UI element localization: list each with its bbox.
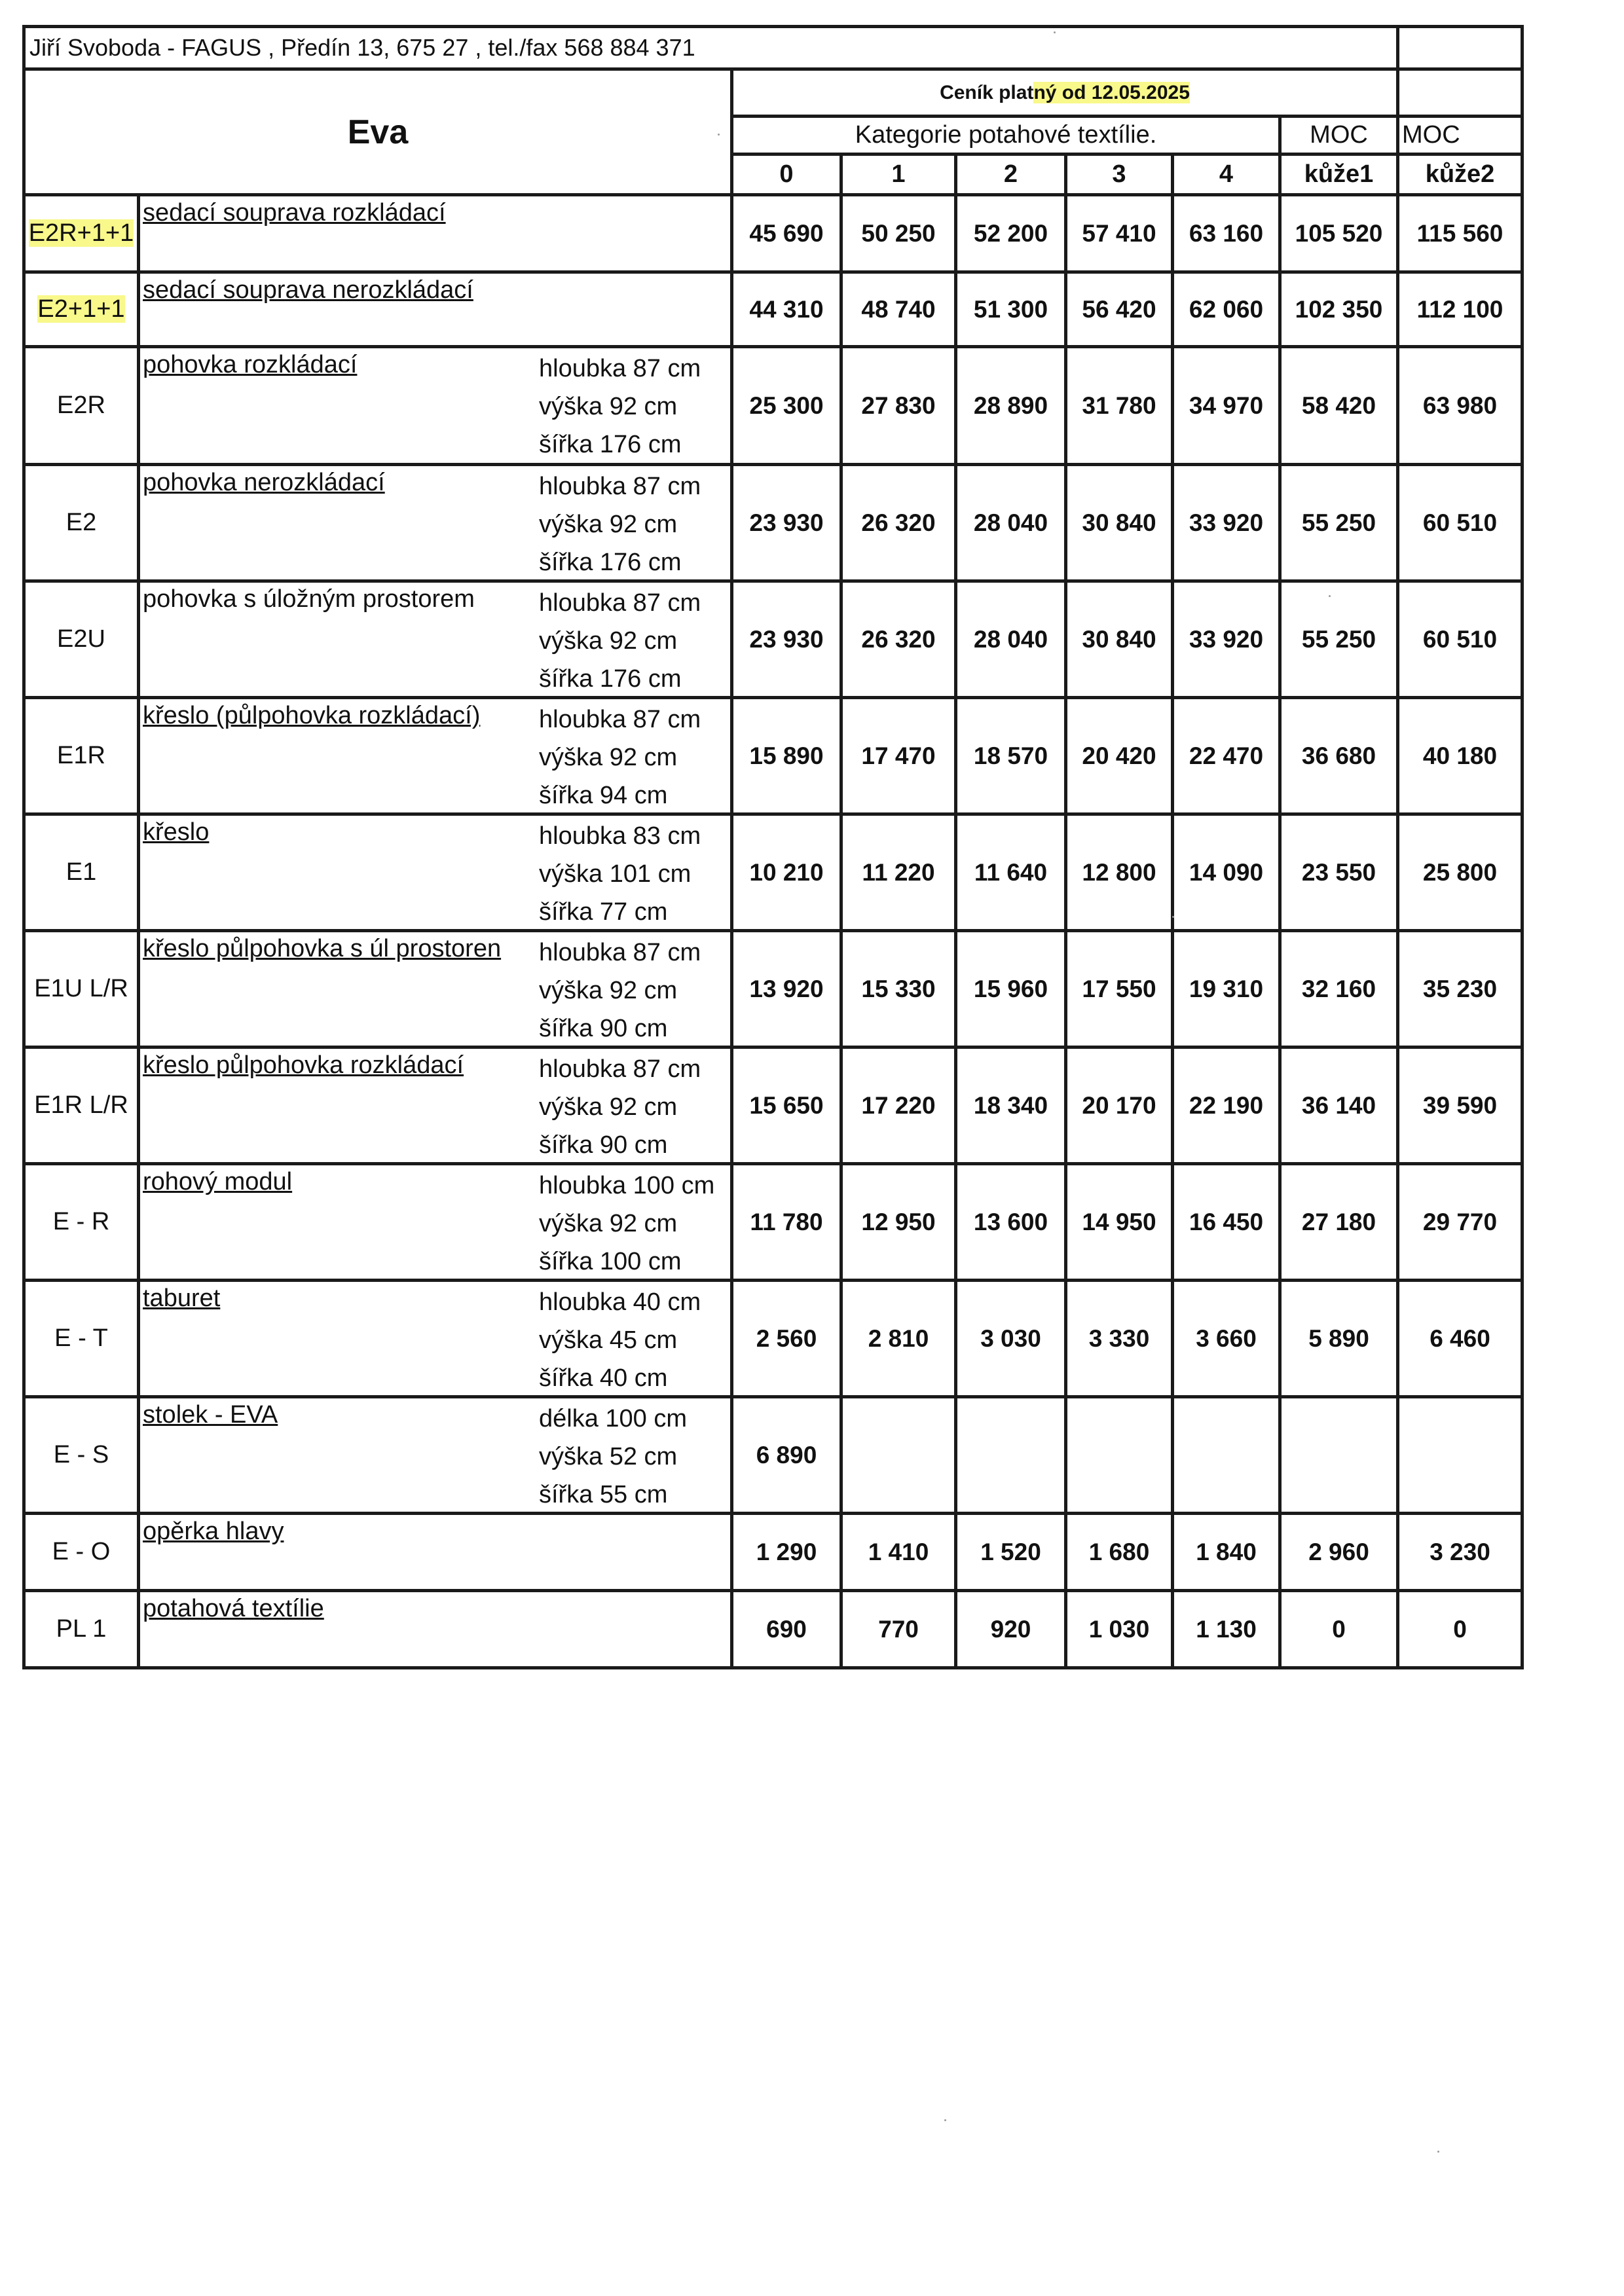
price-cell: 10 210 bbox=[732, 814, 841, 931]
price-cell: 55 250 bbox=[1280, 581, 1398, 698]
price-cell: 36 680 bbox=[1280, 698, 1398, 814]
company-header-blank-cell bbox=[1398, 27, 1522, 69]
product-code-cell bbox=[24, 1397, 139, 1514]
price-cell: 28 890 bbox=[956, 347, 1066, 465]
dimension-line: výška 92 cm bbox=[539, 1210, 678, 1237]
dimension-line: šířka 55 cm bbox=[539, 1481, 668, 1508]
price-cell: 6 460 bbox=[1398, 1281, 1522, 1397]
price-cell: 13 920 bbox=[732, 931, 841, 1048]
price-cell: 3 230 bbox=[1398, 1514, 1522, 1591]
table-row bbox=[24, 1164, 1522, 1281]
dimension-line: šířka 77 cm bbox=[539, 898, 668, 926]
product-code-cell bbox=[24, 272, 139, 347]
price-cell: 115 560 bbox=[1398, 195, 1522, 272]
price-cell: 1 520 bbox=[956, 1514, 1066, 1591]
product-code-cell bbox=[24, 581, 139, 698]
dimension-line: hloubka 87 cm bbox=[539, 473, 701, 500]
price-cell: 35 230 bbox=[1398, 931, 1522, 1048]
product-name: rohový modul bbox=[143, 1168, 293, 1195]
price-cell: 19 310 bbox=[1173, 931, 1280, 1048]
price-cell: 3 660 bbox=[1173, 1281, 1280, 1397]
product-description-cell bbox=[139, 272, 732, 347]
table-row bbox=[24, 1048, 1522, 1164]
price-cell: 14 090 bbox=[1173, 814, 1280, 931]
price-cell: 26 320 bbox=[841, 465, 956, 581]
product-name: sedací souprava rozkládací bbox=[143, 199, 446, 227]
product-description-cell bbox=[139, 1164, 732, 1281]
product-code: E2R bbox=[57, 391, 105, 419]
price-cell: 15 960 bbox=[956, 931, 1066, 1048]
dimension-line: výška 92 cm bbox=[539, 393, 678, 420]
price-cell: 50 250 bbox=[841, 195, 956, 272]
price-cell: 31 780 bbox=[1066, 347, 1173, 465]
dimension-line: šířka 176 cm bbox=[539, 665, 682, 693]
price-cell: 30 840 bbox=[1066, 465, 1173, 581]
price-cell: 5 890 bbox=[1280, 1281, 1398, 1397]
price-cell bbox=[1398, 1397, 1522, 1514]
dimension-line: šířka 90 cm bbox=[539, 1015, 668, 1042]
price-cell: 17 220 bbox=[841, 1048, 956, 1164]
price-cell: 48 740 bbox=[841, 272, 956, 347]
price-cell: 2 560 bbox=[732, 1281, 841, 1397]
product-description-cell bbox=[139, 931, 732, 1048]
product-name: křeslo bbox=[143, 818, 210, 846]
table-row bbox=[24, 581, 1522, 698]
column-header-1: 1 bbox=[841, 155, 956, 195]
price-cell: 1 680 bbox=[1066, 1514, 1173, 1591]
price-cell: 12 800 bbox=[1066, 814, 1173, 931]
dimension-line: výška 92 cm bbox=[539, 744, 678, 771]
scan-speck bbox=[1054, 31, 1056, 33]
table-row bbox=[24, 195, 1522, 272]
price-cell: 36 140 bbox=[1280, 1048, 1398, 1164]
moc-label-2: MOC bbox=[1398, 117, 1522, 155]
price-cell bbox=[1173, 1397, 1280, 1514]
price-cell: 63 980 bbox=[1398, 347, 1522, 465]
price-cell: 22 190 bbox=[1173, 1048, 1280, 1164]
product-name: taburet bbox=[143, 1285, 221, 1312]
product-dimensions bbox=[539, 467, 701, 581]
product-code-cell bbox=[24, 465, 139, 581]
price-cell: 60 510 bbox=[1398, 581, 1522, 698]
table-row bbox=[24, 1591, 1522, 1668]
product-code: E1U L/R bbox=[34, 974, 128, 1002]
product-dimensions bbox=[539, 584, 701, 698]
product-name: opěrka hlavy bbox=[143, 1518, 284, 1545]
dimension-line: hloubka 87 cm bbox=[539, 355, 701, 382]
price-cell: 11 220 bbox=[841, 814, 956, 931]
dimension-line: délka 100 cm bbox=[539, 1405, 688, 1432]
product-dimensions bbox=[539, 1167, 714, 1281]
product-code: E2 bbox=[65, 508, 97, 536]
price-cell: 32 160 bbox=[1280, 931, 1398, 1048]
price-cell: 1 130 bbox=[1173, 1591, 1280, 1668]
price-cell: 1 290 bbox=[732, 1514, 841, 1591]
price-cell: 27 830 bbox=[841, 347, 956, 465]
price-cell: 23 930 bbox=[732, 465, 841, 581]
scan-speck bbox=[1437, 2151, 1439, 2153]
product-name: křeslo půlpohovka rozkládací bbox=[143, 1051, 464, 1079]
price-cell: 44 310 bbox=[732, 272, 841, 347]
product-name: pohovka rozkládací bbox=[143, 351, 358, 378]
price-table bbox=[22, 25, 1524, 1669]
table-row bbox=[24, 347, 1522, 465]
product-code: E1 bbox=[65, 858, 97, 886]
product-description-cell bbox=[139, 1048, 732, 1164]
dimension-line: hloubka 87 cm bbox=[539, 706, 701, 733]
scan-speck bbox=[1329, 595, 1331, 597]
column-header-6: kůže2 bbox=[1398, 155, 1522, 195]
product-name: křeslo (půlpohovka rozkládací) bbox=[143, 702, 481, 729]
dimension-line: výška 52 cm bbox=[539, 1443, 678, 1470]
price-cell: 112 100 bbox=[1398, 272, 1522, 347]
price-cell: 13 600 bbox=[956, 1164, 1066, 1281]
price-cell bbox=[956, 1397, 1066, 1514]
scan-speck bbox=[944, 2119, 946, 2121]
product-dimensions bbox=[539, 701, 701, 814]
product-code-cell bbox=[24, 1164, 139, 1281]
price-cell: 3 330 bbox=[1066, 1281, 1173, 1397]
price-cell: 33 920 bbox=[1173, 465, 1280, 581]
price-cell: 20 170 bbox=[1066, 1048, 1173, 1164]
price-cell: 30 840 bbox=[1066, 581, 1173, 698]
price-cell: 17 470 bbox=[841, 698, 956, 814]
price-cell: 1 030 bbox=[1066, 1591, 1173, 1668]
price-cell: 920 bbox=[956, 1591, 1066, 1668]
dimension-line: šířka 94 cm bbox=[539, 782, 668, 809]
category-label: Kategorie potahové textílie. bbox=[855, 121, 1157, 149]
price-cell: 15 330 bbox=[841, 931, 956, 1048]
product-code-cell bbox=[24, 1281, 139, 1397]
scan-speck bbox=[1172, 916, 1174, 918]
price-cell: 55 250 bbox=[1280, 465, 1398, 581]
product-code: E - S bbox=[53, 1440, 109, 1468]
dimension-line: šířka 40 cm bbox=[539, 1364, 668, 1392]
dimension-line: hloubka 87 cm bbox=[539, 589, 701, 617]
price-cell: 62 060 bbox=[1173, 272, 1280, 347]
price-cell bbox=[841, 1397, 956, 1514]
price-cell: 51 300 bbox=[956, 272, 1066, 347]
price-cell: 29 770 bbox=[1398, 1164, 1522, 1281]
price-list-validity-date: ný od 12.05.2025 bbox=[1033, 81, 1190, 103]
product-name: křeslo půlpohovka s úl prostoren bbox=[143, 935, 502, 962]
price-cell: 102 350 bbox=[1280, 272, 1398, 347]
model-title: Eva bbox=[24, 69, 732, 195]
price-cell: 40 180 bbox=[1398, 698, 1522, 814]
product-code-cell bbox=[24, 698, 139, 814]
dimension-line: šířka 176 cm bbox=[539, 549, 682, 576]
product-code-cell bbox=[24, 195, 139, 272]
price-cell: 14 950 bbox=[1066, 1164, 1173, 1281]
product-code: E - O bbox=[52, 1537, 111, 1565]
dimension-line: výška 45 cm bbox=[539, 1326, 678, 1354]
dimension-line: hloubka 83 cm bbox=[539, 822, 701, 850]
price-cell: 26 320 bbox=[841, 581, 956, 698]
product-description-cell bbox=[139, 1514, 732, 1591]
column-header-4: 4 bbox=[1173, 155, 1280, 195]
product-code: PL 1 bbox=[56, 1614, 107, 1643]
dimension-line: výška 92 cm bbox=[539, 627, 678, 655]
product-dimensions bbox=[539, 1050, 701, 1164]
price-cell: 1 410 bbox=[841, 1514, 956, 1591]
price-cell: 23 550 bbox=[1280, 814, 1398, 931]
product-description-cell bbox=[139, 347, 732, 465]
product-dimensions bbox=[539, 350, 701, 464]
dimension-line: hloubka 87 cm bbox=[539, 1055, 701, 1083]
price-cell: 12 950 bbox=[841, 1164, 956, 1281]
product-code: E - R bbox=[52, 1207, 110, 1235]
dimension-line: výška 92 cm bbox=[539, 977, 678, 1004]
product-name: stolek - EVA bbox=[143, 1401, 278, 1429]
price-cell: 2 810 bbox=[841, 1281, 956, 1397]
column-header-0: 0 bbox=[732, 155, 841, 195]
price-cell: 28 040 bbox=[956, 581, 1066, 698]
price-list-validity-prefix: Ceník plat bbox=[940, 81, 1034, 103]
table-row bbox=[24, 1281, 1522, 1397]
price-cell: 57 410 bbox=[1066, 195, 1173, 272]
dimension-line: výška 92 cm bbox=[539, 511, 678, 538]
price-cell: 11 640 bbox=[956, 814, 1066, 931]
product-dimensions bbox=[539, 817, 701, 931]
product-name: pohovka s úložným prostorem bbox=[143, 585, 475, 613]
table-row bbox=[24, 931, 1522, 1048]
product-dimensions bbox=[539, 934, 701, 1048]
product-code-cell bbox=[24, 814, 139, 931]
dimension-line: hloubka 87 cm bbox=[539, 939, 701, 966]
price-cell: 770 bbox=[841, 1591, 956, 1668]
price-cell: 1 840 bbox=[1173, 1514, 1280, 1591]
product-code: E2+1+1 bbox=[37, 295, 125, 323]
table-row bbox=[24, 698, 1522, 814]
dimension-line: hloubka 40 cm bbox=[539, 1288, 701, 1316]
column-header-2: 2 bbox=[956, 155, 1066, 195]
price-cell: 2 960 bbox=[1280, 1514, 1398, 1591]
price-cell bbox=[1066, 1397, 1173, 1514]
price-cell: 45 690 bbox=[732, 195, 841, 272]
table-row bbox=[24, 814, 1522, 931]
product-description-cell bbox=[139, 581, 732, 698]
table-row bbox=[24, 272, 1522, 347]
product-name: potahová textílie bbox=[143, 1595, 324, 1622]
column-header-3: 3 bbox=[1066, 155, 1173, 195]
dimension-line: šířka 100 cm bbox=[539, 1248, 682, 1275]
price-cell: 25 300 bbox=[732, 347, 841, 465]
price-cell: 17 550 bbox=[1066, 931, 1173, 1048]
dimension-line: hloubka 100 cm bbox=[539, 1172, 715, 1199]
price-cell: 39 590 bbox=[1398, 1048, 1522, 1164]
product-code: E1R L/R bbox=[34, 1091, 128, 1119]
company-header: Jiří Svoboda - FAGUS , Předín 13, 675 27 , tel./fax 568 884 371 bbox=[24, 27, 1398, 69]
validity-blank-cell bbox=[1398, 69, 1522, 117]
table-row bbox=[24, 1397, 1522, 1514]
dimension-line: šířka 176 cm bbox=[539, 431, 682, 458]
price-cell: 0 bbox=[1398, 1591, 1522, 1668]
product-code-cell bbox=[24, 1048, 139, 1164]
price-cell: 58 420 bbox=[1280, 347, 1398, 465]
product-dimensions bbox=[539, 1400, 687, 1514]
price-cell: 690 bbox=[732, 1591, 841, 1668]
price-cell: 105 520 bbox=[1280, 195, 1398, 272]
price-cell: 11 780 bbox=[732, 1164, 841, 1281]
product-description-cell bbox=[139, 1591, 732, 1668]
price-cell: 16 450 bbox=[1173, 1164, 1280, 1281]
table-row bbox=[24, 1514, 1522, 1591]
price-cell: 56 420 bbox=[1066, 272, 1173, 347]
price-cell: 33 920 bbox=[1173, 581, 1280, 698]
category-header bbox=[732, 117, 1280, 155]
price-cell: 25 800 bbox=[1398, 814, 1522, 931]
price-cell: 52 200 bbox=[956, 195, 1066, 272]
price-cell: 63 160 bbox=[1173, 195, 1280, 272]
product-code-cell bbox=[24, 931, 139, 1048]
product-code-cell bbox=[24, 1591, 139, 1668]
product-description-cell bbox=[139, 1281, 732, 1397]
product-description-cell bbox=[139, 814, 732, 931]
table-row bbox=[24, 465, 1522, 581]
product-code-cell bbox=[24, 1514, 139, 1591]
dimension-line: výška 101 cm bbox=[539, 860, 692, 888]
column-header-5: kůže1 bbox=[1280, 155, 1398, 195]
price-cell: 3 030 bbox=[956, 1281, 1066, 1397]
price-cell: 60 510 bbox=[1398, 465, 1522, 581]
product-dimensions bbox=[539, 1283, 701, 1397]
price-cell: 28 040 bbox=[956, 465, 1066, 581]
product-code-cell bbox=[24, 347, 139, 465]
product-code: E - T bbox=[54, 1324, 108, 1352]
price-cell bbox=[1280, 1397, 1398, 1514]
product-description-cell bbox=[139, 465, 732, 581]
price-list-validity bbox=[732, 69, 1398, 117]
product-code: E2R+1+1 bbox=[28, 219, 134, 247]
price-cell: 22 470 bbox=[1173, 698, 1280, 814]
price-cell: 27 180 bbox=[1280, 1164, 1398, 1281]
product-code: E1R bbox=[57, 741, 105, 769]
product-description-cell bbox=[139, 698, 732, 814]
price-cell: 0 bbox=[1280, 1591, 1398, 1668]
product-name: sedací souprava nerozkládací bbox=[143, 276, 473, 304]
dimension-line: šířka 90 cm bbox=[539, 1131, 668, 1159]
scan-speck bbox=[718, 134, 720, 136]
price-cell: 34 970 bbox=[1173, 347, 1280, 465]
moc-label-1: MOC bbox=[1280, 117, 1398, 155]
price-cell: 15 650 bbox=[732, 1048, 841, 1164]
price-cell: 18 570 bbox=[956, 698, 1066, 814]
price-cell: 6 890 bbox=[732, 1397, 841, 1514]
price-cell: 23 930 bbox=[732, 581, 841, 698]
price-cell: 15 890 bbox=[732, 698, 841, 814]
product-code: E2U bbox=[57, 625, 105, 653]
dimension-line: výška 92 cm bbox=[539, 1093, 678, 1121]
product-description-cell bbox=[139, 195, 732, 272]
price-cell: 20 420 bbox=[1066, 698, 1173, 814]
price-cell: 18 340 bbox=[956, 1048, 1066, 1164]
product-description-cell bbox=[139, 1397, 732, 1514]
product-name: pohovka nerozkládací bbox=[143, 469, 385, 496]
